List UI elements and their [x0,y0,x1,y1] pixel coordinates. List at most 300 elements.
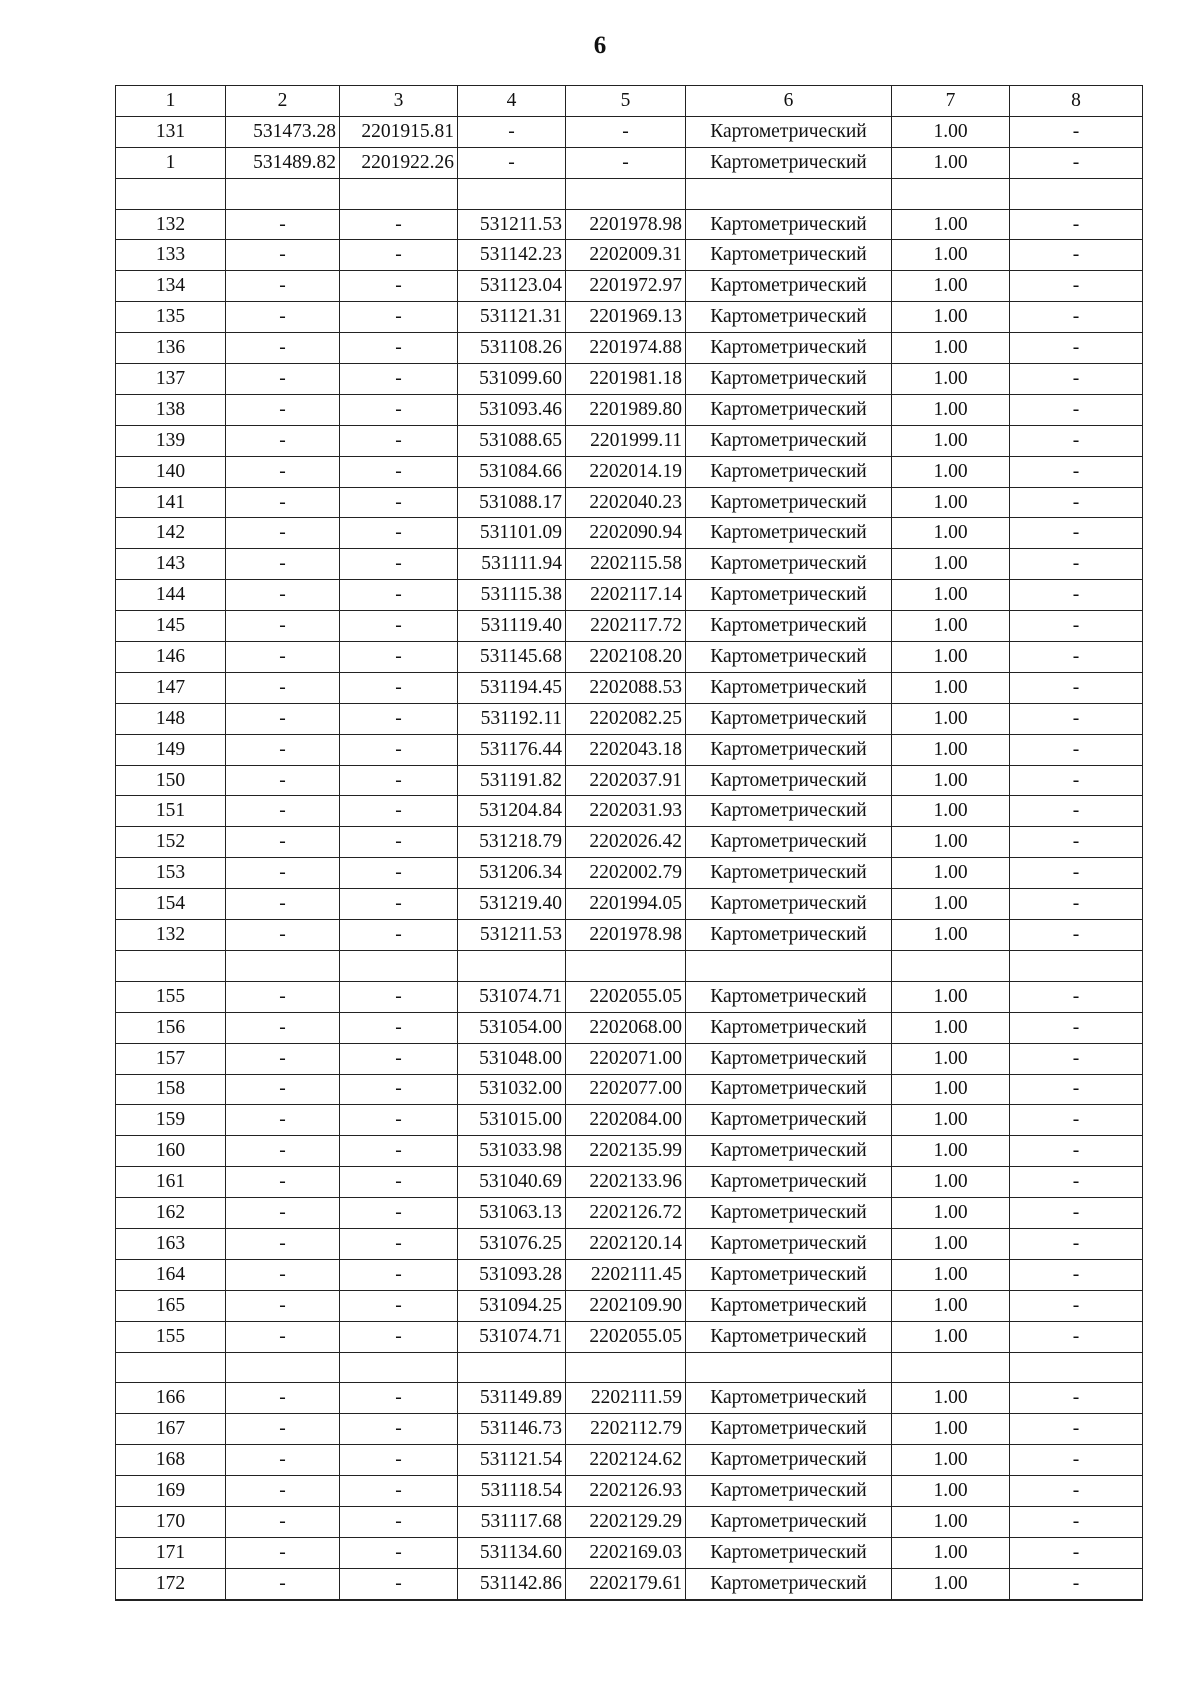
new-y-cell: 2202115.58 [566,549,686,580]
point-number-cell: 164 [116,1259,226,1290]
existing-x-cell: - [226,333,340,364]
table-row [116,611,1143,642]
description-cell: - [1010,240,1143,271]
point-number-cell [116,950,226,981]
accuracy-cell: 1.00 [892,734,1010,765]
new-x-cell: 531176.44 [458,734,566,765]
description-cell: - [1010,1321,1143,1352]
existing-y-cell: - [340,1445,458,1476]
description-cell: - [1010,703,1143,734]
method-cell: Картометрический [686,1537,892,1568]
accuracy-cell: 1.00 [892,858,1010,889]
existing-y-cell: - [340,796,458,827]
existing-y-cell: - [340,1506,458,1537]
accuracy-cell: 1.00 [892,1012,1010,1043]
table-row [116,1136,1143,1167]
existing-x-cell: - [226,672,340,703]
table-row [116,394,1143,425]
new-x-cell: 531123.04 [458,271,566,302]
existing-x-cell: - [226,1012,340,1043]
accuracy-cell: 1.00 [892,1228,1010,1259]
existing-y-cell: - [340,920,458,951]
accuracy-cell: 1.00 [892,1290,1010,1321]
description-cell: - [1010,1476,1143,1507]
existing-y-cell: - [340,889,458,920]
existing-y-cell: - [340,1198,458,1229]
table-row [116,1043,1143,1074]
existing-y-cell: - [340,1105,458,1136]
header-cell-6: 6 [686,86,892,117]
new-y-cell: 2202117.14 [566,580,686,611]
existing-y-cell: - [340,672,458,703]
new-y-cell: 2202068.00 [566,1012,686,1043]
table-row [116,425,1143,456]
point-number-cell: 165 [116,1290,226,1321]
existing-y-cell: - [340,765,458,796]
description-cell: - [1010,302,1143,333]
existing-x-cell: - [226,302,340,333]
description-cell: - [1010,518,1143,549]
description-cell: - [1010,1074,1143,1105]
description-cell: - [1010,672,1143,703]
new-y-cell: 2201969.13 [566,302,686,333]
existing-y-cell: - [340,1074,458,1105]
existing-x-cell: - [226,796,340,827]
point-number-cell: 1 [116,147,226,178]
method-cell: Картометрический [686,549,892,580]
existing-x-cell: - [226,858,340,889]
new-x-cell: 531063.13 [458,1198,566,1229]
description-cell [1010,950,1143,981]
point-number-cell: 134 [116,271,226,302]
point-number-cell: 149 [116,734,226,765]
existing-y-cell: - [340,240,458,271]
accuracy-cell: 1.00 [892,1445,1010,1476]
existing-y-cell [340,1352,458,1383]
table-row [116,456,1143,487]
existing-y-cell: - [340,580,458,611]
new-y-cell: 2201994.05 [566,889,686,920]
accuracy-cell: 1.00 [892,611,1010,642]
existing-x-cell: - [226,240,340,271]
description-cell: - [1010,1228,1143,1259]
description-cell: - [1010,116,1143,147]
existing-x-cell: 531489.82 [226,147,340,178]
existing-x-cell: - [226,642,340,673]
accuracy-cell: 1.00 [892,920,1010,951]
separator-row [116,178,1143,209]
header-cell-5: 5 [566,86,686,117]
existing-x-cell: - [226,1074,340,1105]
point-number-cell: 154 [116,889,226,920]
method-cell: Картометрический [686,858,892,889]
new-y-cell: 2202129.29 [566,1506,686,1537]
description-cell: - [1010,796,1143,827]
method-cell: Картометрический [686,394,892,425]
existing-y-cell: - [340,1568,458,1599]
accuracy-cell: 1.00 [892,116,1010,147]
existing-y-cell: - [340,1167,458,1198]
method-cell: Картометрический [686,827,892,858]
method-cell: Картометрический [686,611,892,642]
existing-x-cell: - [226,1167,340,1198]
existing-y-cell: - [340,1290,458,1321]
new-x-cell: 531118.54 [458,1476,566,1507]
existing-x-cell: - [226,394,340,425]
description-cell: - [1010,1445,1143,1476]
new-x-cell: 531040.69 [458,1167,566,1198]
new-y-cell: 2202124.62 [566,1445,686,1476]
new-y-cell: 2202133.96 [566,1167,686,1198]
existing-y-cell: - [340,487,458,518]
existing-y-cell: - [340,364,458,395]
method-cell: Картометрический [686,456,892,487]
new-x-cell [458,950,566,981]
existing-x-cell: - [226,1136,340,1167]
description-cell: - [1010,580,1143,611]
new-x-cell: - [458,116,566,147]
point-number-cell: 143 [116,549,226,580]
point-number-cell: 135 [116,302,226,333]
method-cell: Картометрический [686,1136,892,1167]
accuracy-cell: 1.00 [892,209,1010,240]
accuracy-cell: 1.00 [892,1476,1010,1507]
new-y-cell: 2202109.90 [566,1290,686,1321]
new-y-cell: 2202111.59 [566,1383,686,1414]
new-y-cell: 2202082.25 [566,703,686,734]
existing-x-cell: - [226,1105,340,1136]
new-y-cell: 2202112.79 [566,1414,686,1445]
existing-x-cell: - [226,765,340,796]
point-number-cell: 163 [116,1228,226,1259]
point-number-cell [116,1352,226,1383]
method-cell: Картометрический [686,116,892,147]
point-number-cell: 167 [116,1414,226,1445]
new-y-cell: 2202031.93 [566,796,686,827]
description-cell: - [1010,1506,1143,1537]
existing-x-cell: - [226,1445,340,1476]
new-x-cell: 531048.00 [458,1043,566,1074]
description-cell: - [1010,549,1143,580]
new-x-cell: 531074.71 [458,981,566,1012]
description-cell: - [1010,1414,1143,1445]
table-row [116,333,1143,364]
existing-y-cell: - [340,302,458,333]
existing-x-cell: - [226,611,340,642]
point-number-cell: 144 [116,580,226,611]
header-cell-2: 2 [226,86,340,117]
point-number-cell: 145 [116,611,226,642]
table-row [116,1074,1143,1105]
method-cell: Картометрический [686,333,892,364]
point-number-cell: 138 [116,394,226,425]
description-cell: - [1010,1259,1143,1290]
method-cell: Картометрический [686,1198,892,1229]
description-cell: - [1010,889,1143,920]
table-row [116,889,1143,920]
existing-x-cell: - [226,827,340,858]
table-row [116,672,1143,703]
method-cell: Картометрический [686,1074,892,1105]
point-number-cell: 136 [116,333,226,364]
point-number-cell: 155 [116,981,226,1012]
table-row [116,1383,1143,1414]
existing-y-cell: - [340,1537,458,1568]
new-x-cell: 531101.09 [458,518,566,549]
point-number-cell: 153 [116,858,226,889]
new-x-cell: 531093.28 [458,1259,566,1290]
new-y-cell: 2202026.42 [566,827,686,858]
existing-x-cell: - [226,1259,340,1290]
point-number-cell: 139 [116,425,226,456]
point-number-cell: 142 [116,518,226,549]
description-cell: - [1010,1043,1143,1074]
new-y-cell: 2202126.72 [566,1198,686,1229]
point-number-cell: 170 [116,1506,226,1537]
method-cell: Картометрический [686,240,892,271]
new-x-cell: 531108.26 [458,333,566,364]
accuracy-cell: 1.00 [892,1383,1010,1414]
method-cell: Картометрический [686,1414,892,1445]
point-number-cell: 161 [116,1167,226,1198]
new-x-cell: 531088.65 [458,425,566,456]
header-cell-8: 8 [1010,86,1143,117]
table-row [116,116,1143,147]
accuracy-cell: 1.00 [892,1321,1010,1352]
description-cell: - [1010,209,1143,240]
new-x-cell: 531121.31 [458,302,566,333]
point-number-cell: 150 [116,765,226,796]
table-row [116,302,1143,333]
description-cell: - [1010,1290,1143,1321]
existing-y-cell: 2201915.81 [340,116,458,147]
description-cell: - [1010,1198,1143,1229]
description-cell: - [1010,487,1143,518]
accuracy-cell: 1.00 [892,765,1010,796]
existing-y-cell: - [340,209,458,240]
description-cell: - [1010,456,1143,487]
table-header-row [116,86,1143,117]
method-cell: Картометрический [686,518,892,549]
description-cell: - [1010,364,1143,395]
table-row [116,981,1143,1012]
existing-y-cell: - [340,1321,458,1352]
new-y-cell: 2202120.14 [566,1228,686,1259]
method-cell [686,1352,892,1383]
method-cell: Картометрический [686,1568,892,1599]
method-cell: Картометрический [686,1012,892,1043]
new-y-cell: 2201981.18 [566,364,686,395]
existing-x-cell: - [226,981,340,1012]
description-cell: - [1010,1012,1143,1043]
new-x-cell: 531194.45 [458,672,566,703]
table-row [116,1321,1143,1352]
method-cell: Картометрический [686,1476,892,1507]
new-y-cell: - [566,116,686,147]
existing-y-cell: - [340,1476,458,1507]
method-cell: Картометрический [686,147,892,178]
method-cell: Картометрический [686,580,892,611]
new-x-cell: 531146.73 [458,1414,566,1445]
existing-x-cell: - [226,1476,340,1507]
existing-x-cell: - [226,456,340,487]
accuracy-cell: 1.00 [892,1259,1010,1290]
accuracy-cell: 1.00 [892,1198,1010,1229]
description-cell: - [1010,765,1143,796]
description-cell: - [1010,333,1143,364]
existing-x-cell: - [226,1568,340,1599]
description-cell: - [1010,734,1143,765]
new-x-cell: 531145.68 [458,642,566,673]
existing-x-cell: - [226,518,340,549]
table-body [116,86,1143,1600]
method-cell: Картометрический [686,734,892,765]
accuracy-cell: 1.00 [892,425,1010,456]
new-x-cell: 531149.89 [458,1383,566,1414]
new-y-cell: 2201978.98 [566,920,686,951]
description-cell: - [1010,642,1143,673]
accuracy-cell [892,178,1010,209]
point-number-cell: 137 [116,364,226,395]
description-cell: - [1010,858,1143,889]
accuracy-cell: 1.00 [892,364,1010,395]
new-x-cell: 531032.00 [458,1074,566,1105]
point-number-cell: 147 [116,672,226,703]
new-x-cell: 531119.40 [458,611,566,642]
accuracy-cell: 1.00 [892,147,1010,178]
method-cell: Картометрический [686,1043,892,1074]
existing-x-cell: - [226,1321,340,1352]
new-y-cell: 2201999.11 [566,425,686,456]
separator-row [116,950,1143,981]
new-x-cell: 531094.25 [458,1290,566,1321]
new-y-cell [566,178,686,209]
accuracy-cell: 1.00 [892,672,1010,703]
existing-y-cell: - [340,734,458,765]
existing-y-cell [340,178,458,209]
method-cell: Картометрический [686,487,892,518]
accuracy-cell: 1.00 [892,302,1010,333]
accuracy-cell: 1.00 [892,271,1010,302]
page-number: 6 [593,32,607,59]
point-number-cell [116,178,226,209]
table-row [116,1012,1143,1043]
point-number-cell: 132 [116,209,226,240]
existing-x-cell [226,1352,340,1383]
new-x-cell [458,178,566,209]
new-x-cell: 531218.79 [458,827,566,858]
accuracy-cell: 1.00 [892,1537,1010,1568]
table-row [116,796,1143,827]
existing-y-cell: - [340,1414,458,1445]
new-x-cell: 531074.71 [458,1321,566,1352]
table-row [116,1198,1143,1229]
new-y-cell: 2201972.97 [566,271,686,302]
method-cell: Картометрический [686,1167,892,1198]
new-y-cell: 2202169.03 [566,1537,686,1568]
accuracy-cell: 1.00 [892,796,1010,827]
method-cell: Картометрический [686,1290,892,1321]
description-cell [1010,178,1143,209]
accuracy-cell [892,950,1010,981]
point-number-cell: 140 [116,456,226,487]
accuracy-cell: 1.00 [892,827,1010,858]
table-row [116,827,1143,858]
existing-x-cell [226,950,340,981]
point-number-cell: 166 [116,1383,226,1414]
description-cell: - [1010,1568,1143,1599]
accuracy-cell: 1.00 [892,1506,1010,1537]
separator-row [116,1352,1143,1383]
existing-x-cell: - [226,364,340,395]
table-row [116,364,1143,395]
method-cell: Картометрический [686,1321,892,1352]
point-number-cell: 146 [116,642,226,673]
table-row [116,580,1143,611]
accuracy-cell: 1.00 [892,549,1010,580]
description-cell: - [1010,425,1143,456]
point-number-cell: 148 [116,703,226,734]
accuracy-cell: 1.00 [892,703,1010,734]
accuracy-cell: 1.00 [892,240,1010,271]
existing-y-cell: - [340,827,458,858]
new-x-cell: 531134.60 [458,1537,566,1568]
method-cell: Картометрический [686,364,892,395]
existing-x-cell: - [226,549,340,580]
new-x-cell: 531142.23 [458,240,566,271]
existing-y-cell: - [340,333,458,364]
method-cell: Картометрический [686,642,892,673]
existing-x-cell: - [226,209,340,240]
method-cell: Картометрический [686,425,892,456]
point-number-cell: 172 [116,1568,226,1599]
accuracy-cell: 1.00 [892,1414,1010,1445]
table-row [116,487,1143,518]
new-y-cell: 2202043.18 [566,734,686,765]
point-number-cell: 141 [116,487,226,518]
method-cell: Картометрический [686,1259,892,1290]
new-x-cell: 531211.53 [458,920,566,951]
existing-x-cell: - [226,889,340,920]
method-cell: Картометрический [686,271,892,302]
existing-y-cell: - [340,703,458,734]
description-cell: - [1010,1136,1143,1167]
existing-y-cell: - [340,858,458,889]
existing-x-cell: - [226,703,340,734]
new-x-cell: 531206.34 [458,858,566,889]
new-y-cell: 2202077.00 [566,1074,686,1105]
point-number-cell: 169 [116,1476,226,1507]
new-x-cell: 531054.00 [458,1012,566,1043]
new-x-cell [458,1352,566,1383]
existing-x-cell: 531473.28 [226,116,340,147]
method-cell: Картометрический [686,1445,892,1476]
new-y-cell: 2202111.45 [566,1259,686,1290]
point-number-cell: 156 [116,1012,226,1043]
existing-y-cell [340,950,458,981]
new-y-cell: 2202002.79 [566,858,686,889]
table-row [116,765,1143,796]
accuracy-cell: 1.00 [892,456,1010,487]
existing-y-cell: - [340,456,458,487]
existing-y-cell: - [340,271,458,302]
table-row [116,1259,1143,1290]
method-cell: Картометрический [686,209,892,240]
existing-x-cell [226,178,340,209]
new-y-cell: 2202108.20 [566,642,686,673]
new-x-cell: 531093.46 [458,394,566,425]
accuracy-cell: 1.00 [892,487,1010,518]
